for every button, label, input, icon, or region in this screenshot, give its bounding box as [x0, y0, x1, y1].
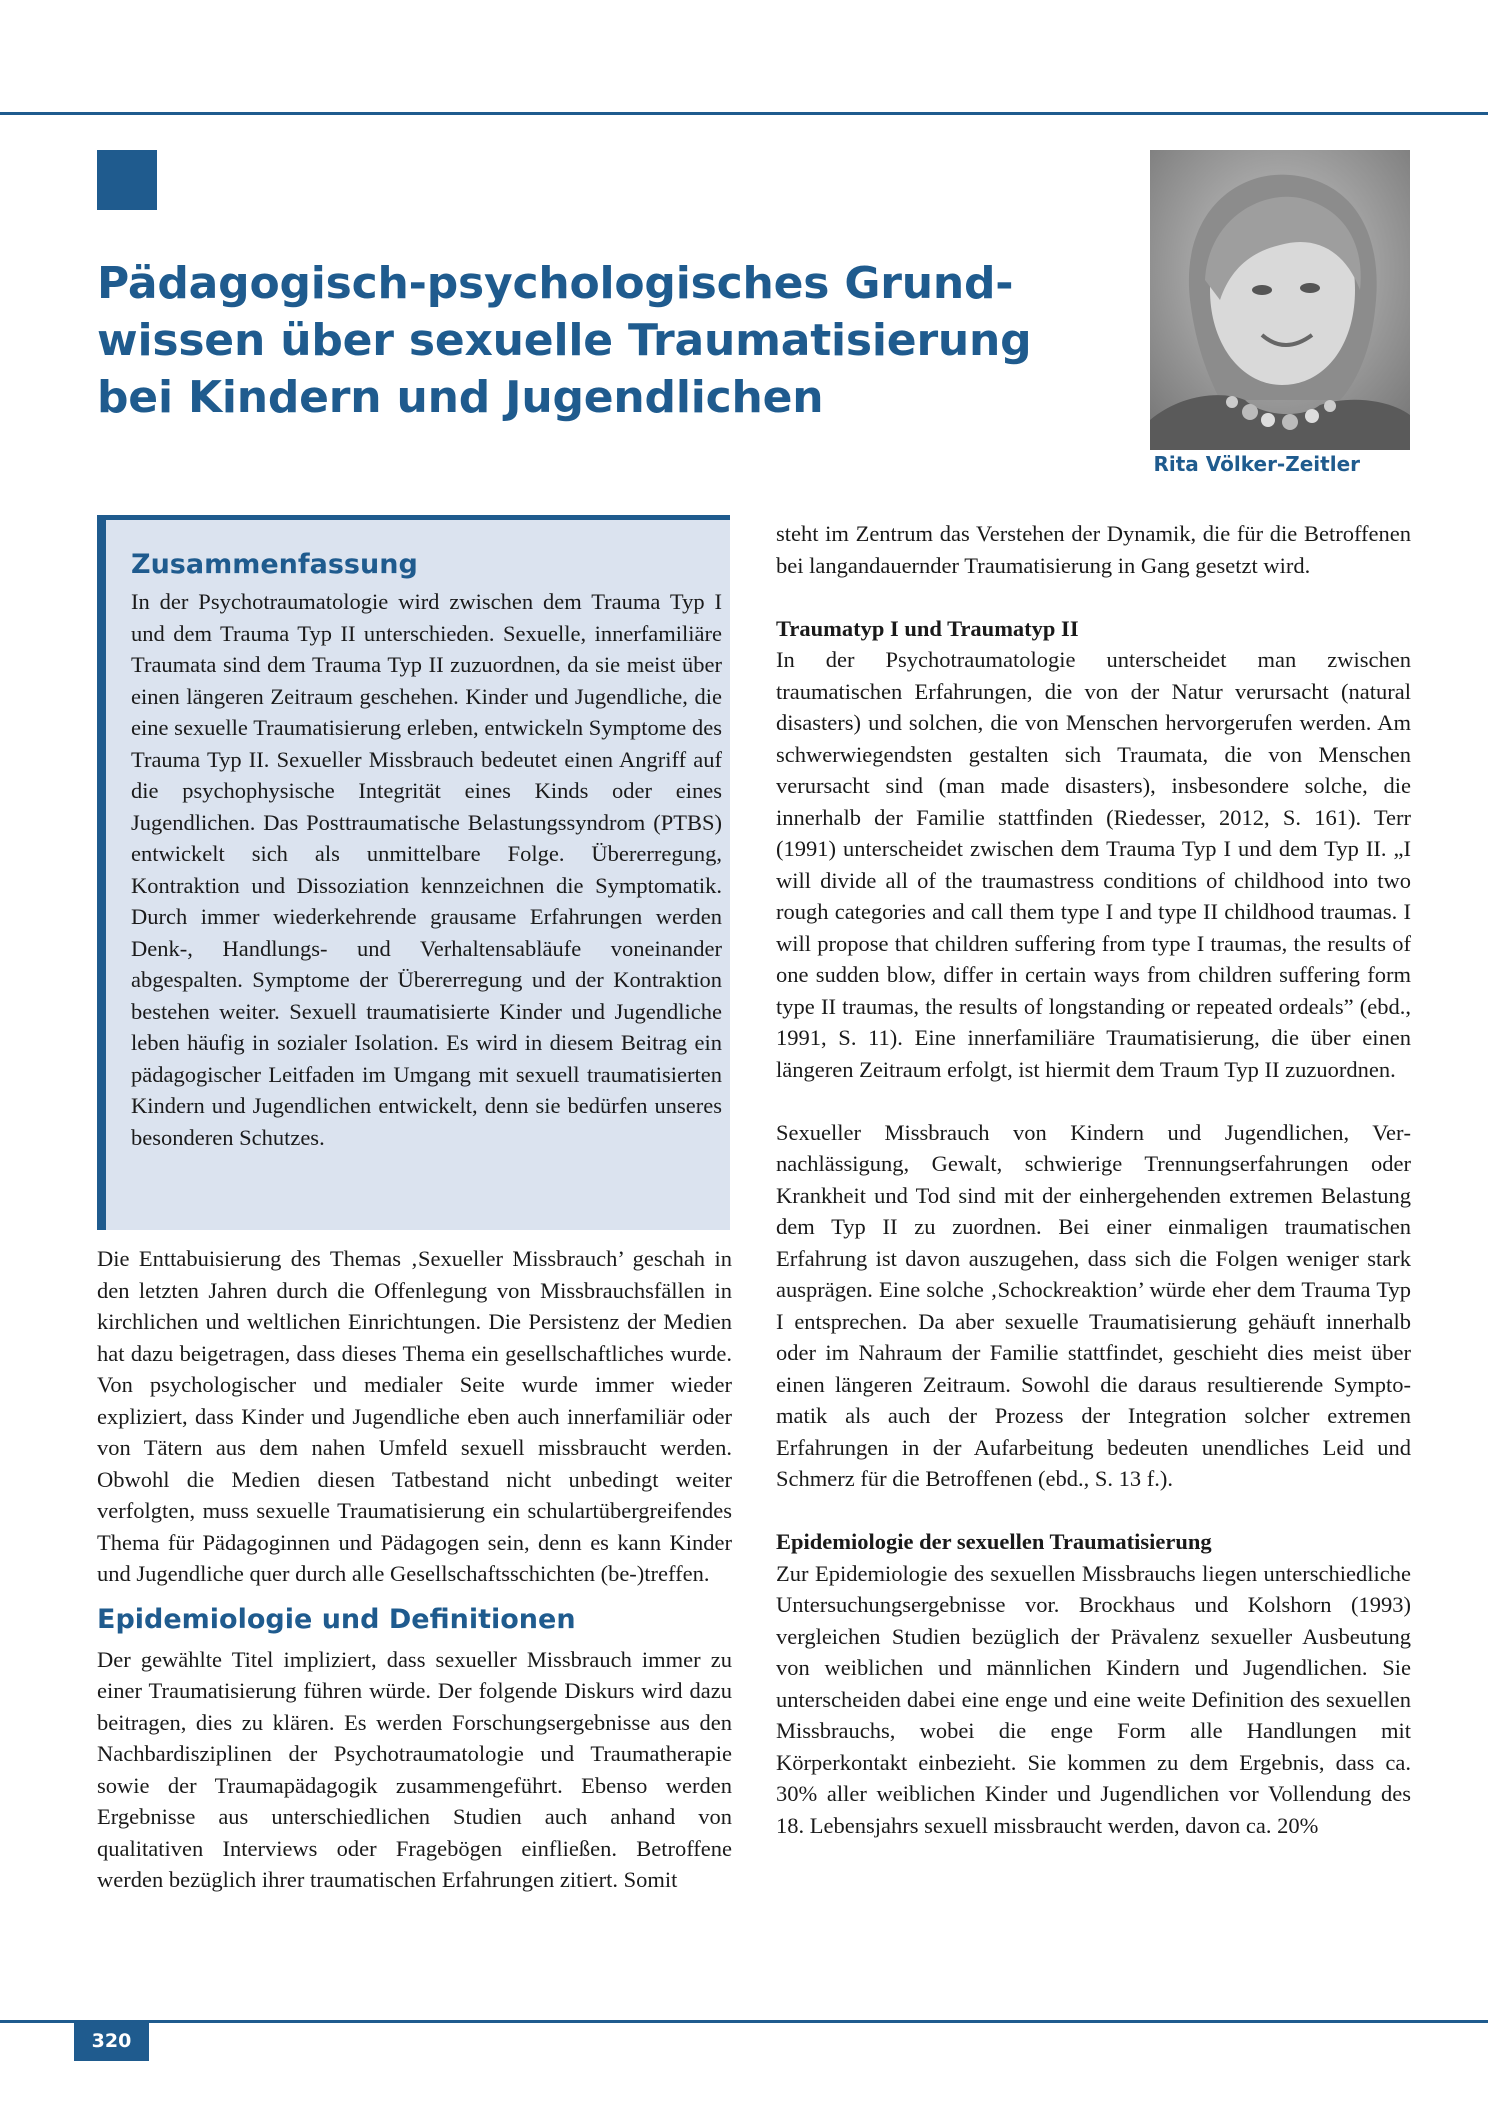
- top-rule: [0, 112, 1488, 115]
- continuation-paragraph: steht im Zentrum das Verstehen der Dynamik, die für die Betroffenen bei langandauernder Traumatisierung in Gang gesetzt wird.: [776, 521, 1411, 578]
- article-title: Pädagogisch-psychologisches Grund- wissen über sexuelle Traumatisierung bei Kindern und Jugendlichen: [97, 258, 1032, 423]
- section-heading-epidemiologie: Epidemiologie und Definitionen: [97, 1603, 576, 1635]
- section-paragraph: Der gewählte Titel impliziert, dass sexueller Missbrauch immer zu einer Traumatisierung führen würde. Der folgende Diskurs wird dazu beitragen, dies zu klären. Es werden Forschungsergebnisse aus den Nachbardisziplinen der Psychotraumatologie und Traumatherapie sowie der Traumapädagogik zusammengeführt. Ebenso werden Ergebnisse aus unterschiedlichen Studien auch anhand von qualitativen Interviews oder Fragebögen einfließen. Betroffene werden bezüglich ihrer traumatischen Erfahrungen zitiert. Somit: [97, 1646, 732, 1892]
- intro-paragraph: Die Enttabuisierung des Themas ‚Sexueller Missbrauch’ geschah in den letzten Jahren durch die Offenlegung von Missbrauchsfällen in kirchlichen und weltlichen Einrichtungen. Die Persistenz der Medien hat dazu beigetragen, dass dieses Thema ein gesellschaftliches wurde. Von psychologischer und medialer Seite wurde immer wieder expliziert, dass Kinder und Jugendliche eben auch innerfamiliär oder von Tätern aus dem nahen Umfeld sexuell missbraucht werden. Obwohl die Medien diesen Tatbestand nicht unbedingt weiter verfolgten, muss sexuelle Traumatisierung ein schulartübergreifendes Thema für Pädagoginnen und Pädagogen sein, denn es kann Kinder und Jugendliche quer durch alle Gesellschaftsschichten (be-)treffen.: [97, 1246, 732, 1586]
- left-column: [97, 1243, 732, 1896]
- page-number: 320: [74, 2022, 149, 2061]
- epidemiologie-paragraph: Zur Epidemiologie des sexuellen Missbrauchs liegen unterschiedliche Untersuchungsergebnisse vor. Brockhaus und Kolshorn (1993) vergleichen Studien bezüglich der Prävalenz sexueller Ausbeutung von weiblichen und männlichen Kindern und Jugendlichen. Sie unterscheiden dabei eine enge und eine weite Definition des sexuellen Missbrauchs, wobei die enge Form alle Handlungen mit Körperkontakt einbezieht. Sie kommen zu dem Ergebnis, dass ca. 30% aller weiblichen Kinder und Jugendlichen vor Vollendung des 18. Lebensjahrs sexuell missbraucht werden, davon ca. 20%: [776, 1560, 1411, 1838]
- subheading-epidemiologie: Epidemiologie der sexuellen Traumatisierung: [776, 1529, 1212, 1554]
- abstract-heading: Zusammenfassung: [131, 549, 418, 580]
- subheading-traumatyp: Traumatyp I und Traumatyp II: [776, 615, 1079, 641]
- traumatyp-paragraph: In der Psychotraumatologie unterscheidet man zwischen traumatischen Erfahrungen, die von der Natur verursacht (natural disasters) und solchen, die von Menschen hervorgerufen werden. Am schwerwiegendsten gestalten sich Traumata, die von Menschen verursacht sind (man made disasters), insbesondere solche, die innerhalb der Familie stattfinden (Riedesser, 2012, S. 161). Terr (1991) unterscheidet zwischen dem Trauma Typ I und dem Typ II. „I will divide all of the traumastress conditions of childhood into two rough categories and call them type I and type II childhood traumas. I will propose that children suffering from type I traumas, the results of one sudden blow, differ in certain ways from children suffering form type II traumas, the results of longstanding or repeated ordeals” (ebd., 1991, S. 11). Eine innerfamiliäre Traumatisierung, die über einen längeren Zeitraum erfolgt, ist hiermit dem Traum Typ II zuzuordnen.: [776, 647, 1411, 1082]
- footer-rule: [0, 2020, 1488, 2023]
- abstract-text: In der Psychotraumatologie wird zwischen dem Trauma Typ I und dem Trauma Typ II unterschieden. Sexuelle, innerfamiliäre Traumata sind dem Trauma Typ II zuzuordnen, da sie meist über einen längeren Zeitraum geschehen. Kinder und Jugendliche, die eine sexuelle Traumatisierung erleben, entwickeln Symptome des Trauma Typ II. Sexueller Missbrauch bedeutet einen Angriff auf die psychophysische Integrität eines Kinds oder eines Jugendlichen. Das Posttraumatische Belastungssyndrom (PTBS) entwickelt sich als unmittelbare Folge. Übererregung, Kontraktion und Dissoziation kennzeichnen die Symptomatik. Durch immer wiederkehrende grausame Erfahrungen werden Denk-, Handlungs- und Verhaltensabläufe voneinander abgespalten. Symptome der Übererregung und der Kontraktion bestehen weiter. Sexuell traumatisierte Kinder und Jugendliche leben häufig in sozialer Isolation. Es wird in diesem Beitrag ein pädagogischer Leitfaden im Umgang mit sexuell traumatisierten Kindern und Jugendlichen entwickelt, denn sie bedürfen unseres besonderen Schutzes.: [131, 589, 722, 1150]
- abstract-box: [97, 515, 730, 1230]
- portrait-icon: [1150, 150, 1410, 450]
- missbrauch-paragraph: Sexueller Missbrauch von Kindern und Jugendlichen, Vernachlässigung, Gewalt, schwierige Trennungserfahrungen oder Krankheit und Tod sind mit der einhergehenden extremen Belastung dem Typ II zu zuordnen. Bei einer einmaligen traumatischen Erfahrung ist davon auszugehen, dass sich die Folgen weniger stark ausprägen. Eine solche ‚Schockreaktion’ würde eher dem Trauma Typ I entsprechen. Da aber sexuelle Traumatisierung gehäuft innerhalb oder im Nahraum der Familie stattfindet, geschieht dies meist über einen längeren Zeitraum. Sowohl die daraus resultierende Symptomatik als auch der Prozess der Integration solcher extremen Erfahrungen in der Aufarbeitung bedeuten unendliches Leid und Schmerz für die Betroffenen (ebd., S. 13 f.).: [776, 1119, 1411, 1491]
- author-portrait-photo: [1150, 150, 1410, 450]
- author-name: Rita Völker-Zeitler: [1153, 452, 1360, 476]
- right-column: [776, 518, 1411, 1841]
- section-marker-square: [97, 150, 157, 210]
